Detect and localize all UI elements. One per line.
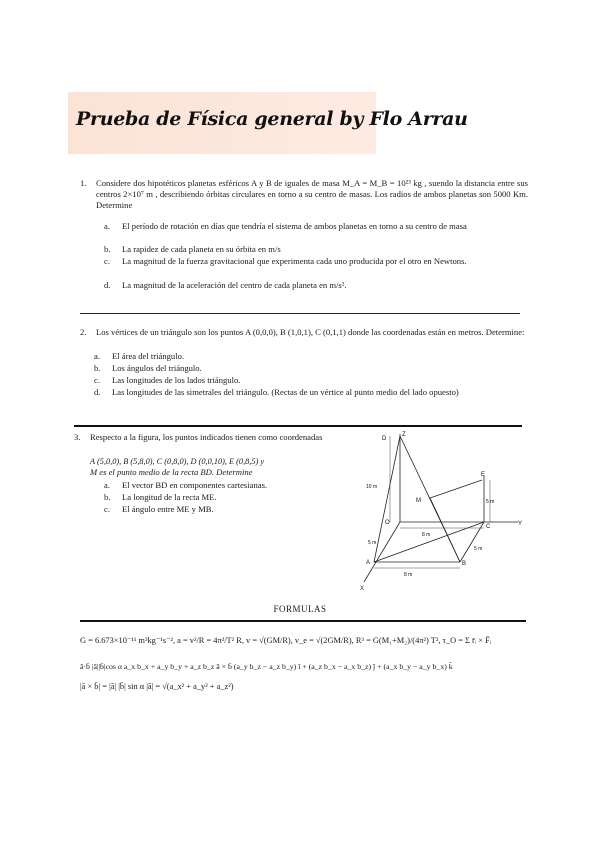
x-axis xyxy=(364,522,400,582)
dim-5m-oa: 5 m xyxy=(368,540,377,546)
question-3-number: 3. xyxy=(74,432,81,442)
question-1-number: 1. xyxy=(80,178,87,188)
question-3-text2: M es el punto medio de la recta BD. Determine xyxy=(90,467,253,477)
formula-line-1: G = 6.673×10⁻¹¹ m³kg⁻¹s⁻², a = v²/R = 4π²/T² R, v = √(GM/R), v_e = √(2GM/R), R³ = G(M₁+M₂)/(4π²) T², τ_O = Σ r̄ᵢ × F̄ᵢ xyxy=(80,636,492,645)
dim-8m-ab: 8 m xyxy=(404,572,413,578)
label-o: O xyxy=(385,520,390,526)
question-1-text: Considere dos hipotéticos planetas esféricos A y B de iguales de masa M_A = M_B = 10²³ kg , suendo la distancia entre sus centros 2×10⁷ m , describiendo órbitas circulares en torno a su centro de masas. Los radios de ambos planetas son 5000 Km. Determine xyxy=(96,178,528,211)
label-z: Z xyxy=(402,432,406,438)
dim-5m-cb: 5 m xyxy=(474,546,483,552)
label-m: M xyxy=(416,498,421,504)
line-me xyxy=(430,480,482,498)
dim-8m-oc: 8 m xyxy=(422,532,431,538)
q1-item-b-text: La rapidez de cada planeta en su órbita en m/s xyxy=(122,244,281,254)
label-e: E xyxy=(481,472,486,478)
line-mb xyxy=(430,498,460,562)
q1-item-c-text: La magnitud de la fuerza gravitacional que experimenta cada uno producida por el otro en Newtons. xyxy=(122,256,467,266)
question-2-number: 2. xyxy=(80,327,87,337)
label-c: C xyxy=(486,524,491,530)
label-b: B xyxy=(462,561,467,567)
question-2-text: Los vértices de un triángulo son los puntos A (0,0,0), B (1,0,1), C (0,1,1) donde las coordenadas están en metros. Determine: xyxy=(96,327,525,337)
divider-1 xyxy=(80,313,520,314)
q1-item-d-text: La magnitud de la aceleración del centro de cada planeta en m/s². xyxy=(122,280,347,290)
formula-line-3: |ā × b̄| = |ā| |b̄| sin α |ā| = √(a_x² + a_y² + a_z²) xyxy=(80,682,234,691)
coordinate-figure xyxy=(360,428,530,598)
q1-item-a-text: El período de rotación en días que tendría el sistema de ambos planetas en torno a su centro de masa xyxy=(122,221,467,231)
formula-line-2: ā·b̄ |ā||b̄|cos α a_x b_x + a_y b_y + a_z b_z ā × b̄ (a_y b_z − a_z b_y) î + (a_z b_x − a_x b_z) ĵ + (a_x b_y − a_y b_x) k̂ xyxy=(80,662,453,671)
label-d: D xyxy=(382,436,387,442)
formulas-heading: FORMULAS xyxy=(273,604,327,614)
divider-2 xyxy=(74,425,522,427)
dim-5m-ce: 5 m xyxy=(486,499,495,505)
formulas-rule xyxy=(80,620,526,622)
question-3-coords: A (5,0,0), B (5,8,0), C (0,8,0), D (0,0,10), E (0,8,5) y xyxy=(90,457,265,466)
question-3-text: Respecto a la figura, los puntos indicados tienen como coordenadas xyxy=(90,432,323,442)
label-x: X xyxy=(360,586,365,592)
page-title: Prueba de Física general by Flo Arrau xyxy=(76,108,468,130)
label-y: Y xyxy=(518,521,523,527)
dim-10m: 10 m xyxy=(366,484,378,490)
label-a: A xyxy=(366,560,371,566)
